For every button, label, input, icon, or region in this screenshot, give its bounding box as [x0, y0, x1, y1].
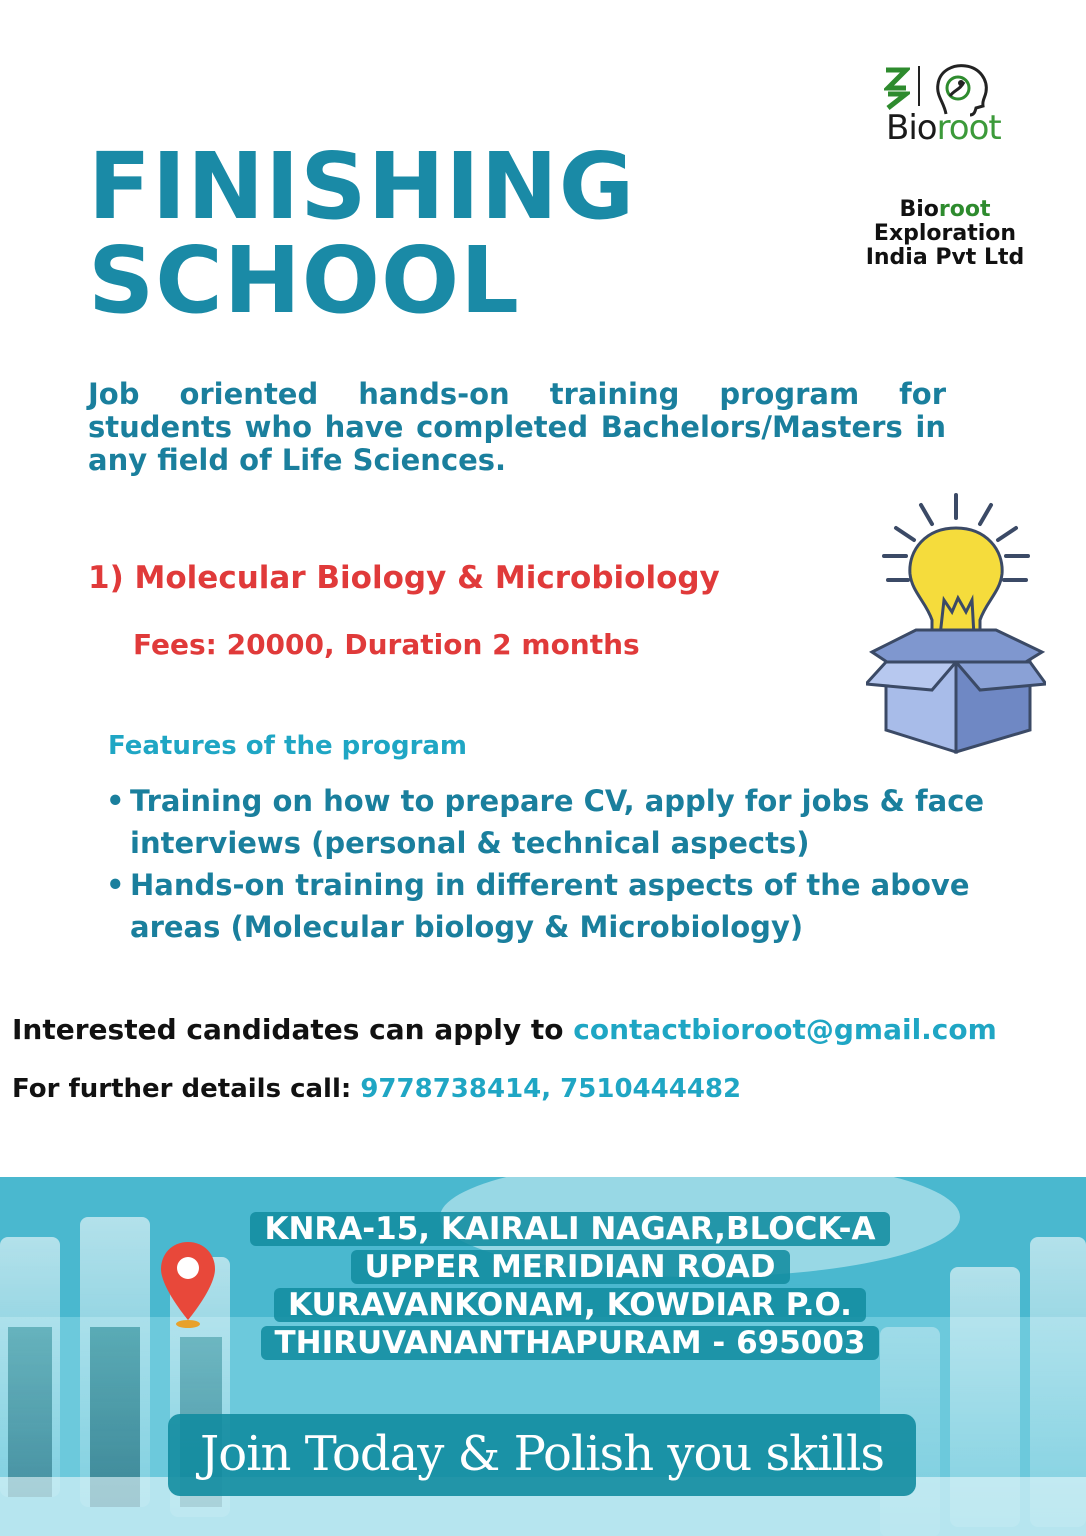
address-line-1: KNRA-15, KAIRALI NAGAR,BLOCK-A: [250, 1212, 889, 1246]
intro-text: Job oriented hands-on training program for students who have completed Bachelors/Masters in any field of Life Sciences.: [88, 377, 946, 477]
course-name: 1) Molecular Biology & Microbiology: [88, 560, 720, 596]
address-line-4: THIRUVANANTHAPURAM - 695003: [261, 1326, 880, 1360]
title-line-1: FINISHING: [88, 133, 636, 240]
company-name: Bioroot Exploration India Pvt Ltd: [865, 197, 1025, 270]
join-banner: [168, 1414, 916, 1496]
location-pin-icon: [158, 1240, 218, 1332]
logo-text: Bioroot: [886, 108, 1001, 148]
email-link[interactable]: contactbioroot@gmail.com: [573, 1013, 997, 1046]
features-list: [104, 780, 1004, 948]
join-text: Join Today & Polish you skills: [200, 1426, 884, 1482]
address-line-3: KURAVANKONAM, KOWDIAR P.O.: [274, 1288, 866, 1322]
bioroot-logo-icon: [884, 66, 910, 110]
course-fees: Fees: 20000, Duration 2 months: [133, 628, 640, 661]
call-line: For further details call: 9778738414, 7510444482: [12, 1074, 742, 1104]
list-item: • Training on how to prepare CV, apply for jobs & face interviews (personal & technical aspects): [104, 780, 1004, 864]
apply-line: Interested candidates can apply to contactbioroot@gmail.com: [12, 1013, 997, 1046]
lightbulb-box-icon: [866, 490, 1046, 760]
address-block: [240, 1212, 900, 1364]
phone-numbers[interactable]: 9778738414, 7510444482: [360, 1074, 742, 1104]
bioroot-logo: [870, 62, 1020, 154]
title-line-2: SCHOOL: [88, 227, 520, 334]
list-item: • Hands-on training in different aspects of the above areas (Molecular biology & Microbiology): [104, 864, 1004, 948]
address-line-2: UPPER MERIDIAN ROAD: [351, 1250, 790, 1284]
features-title: Features of the program: [108, 731, 468, 761]
page-title: [88, 133, 636, 334]
logo-separator: [918, 66, 920, 106]
